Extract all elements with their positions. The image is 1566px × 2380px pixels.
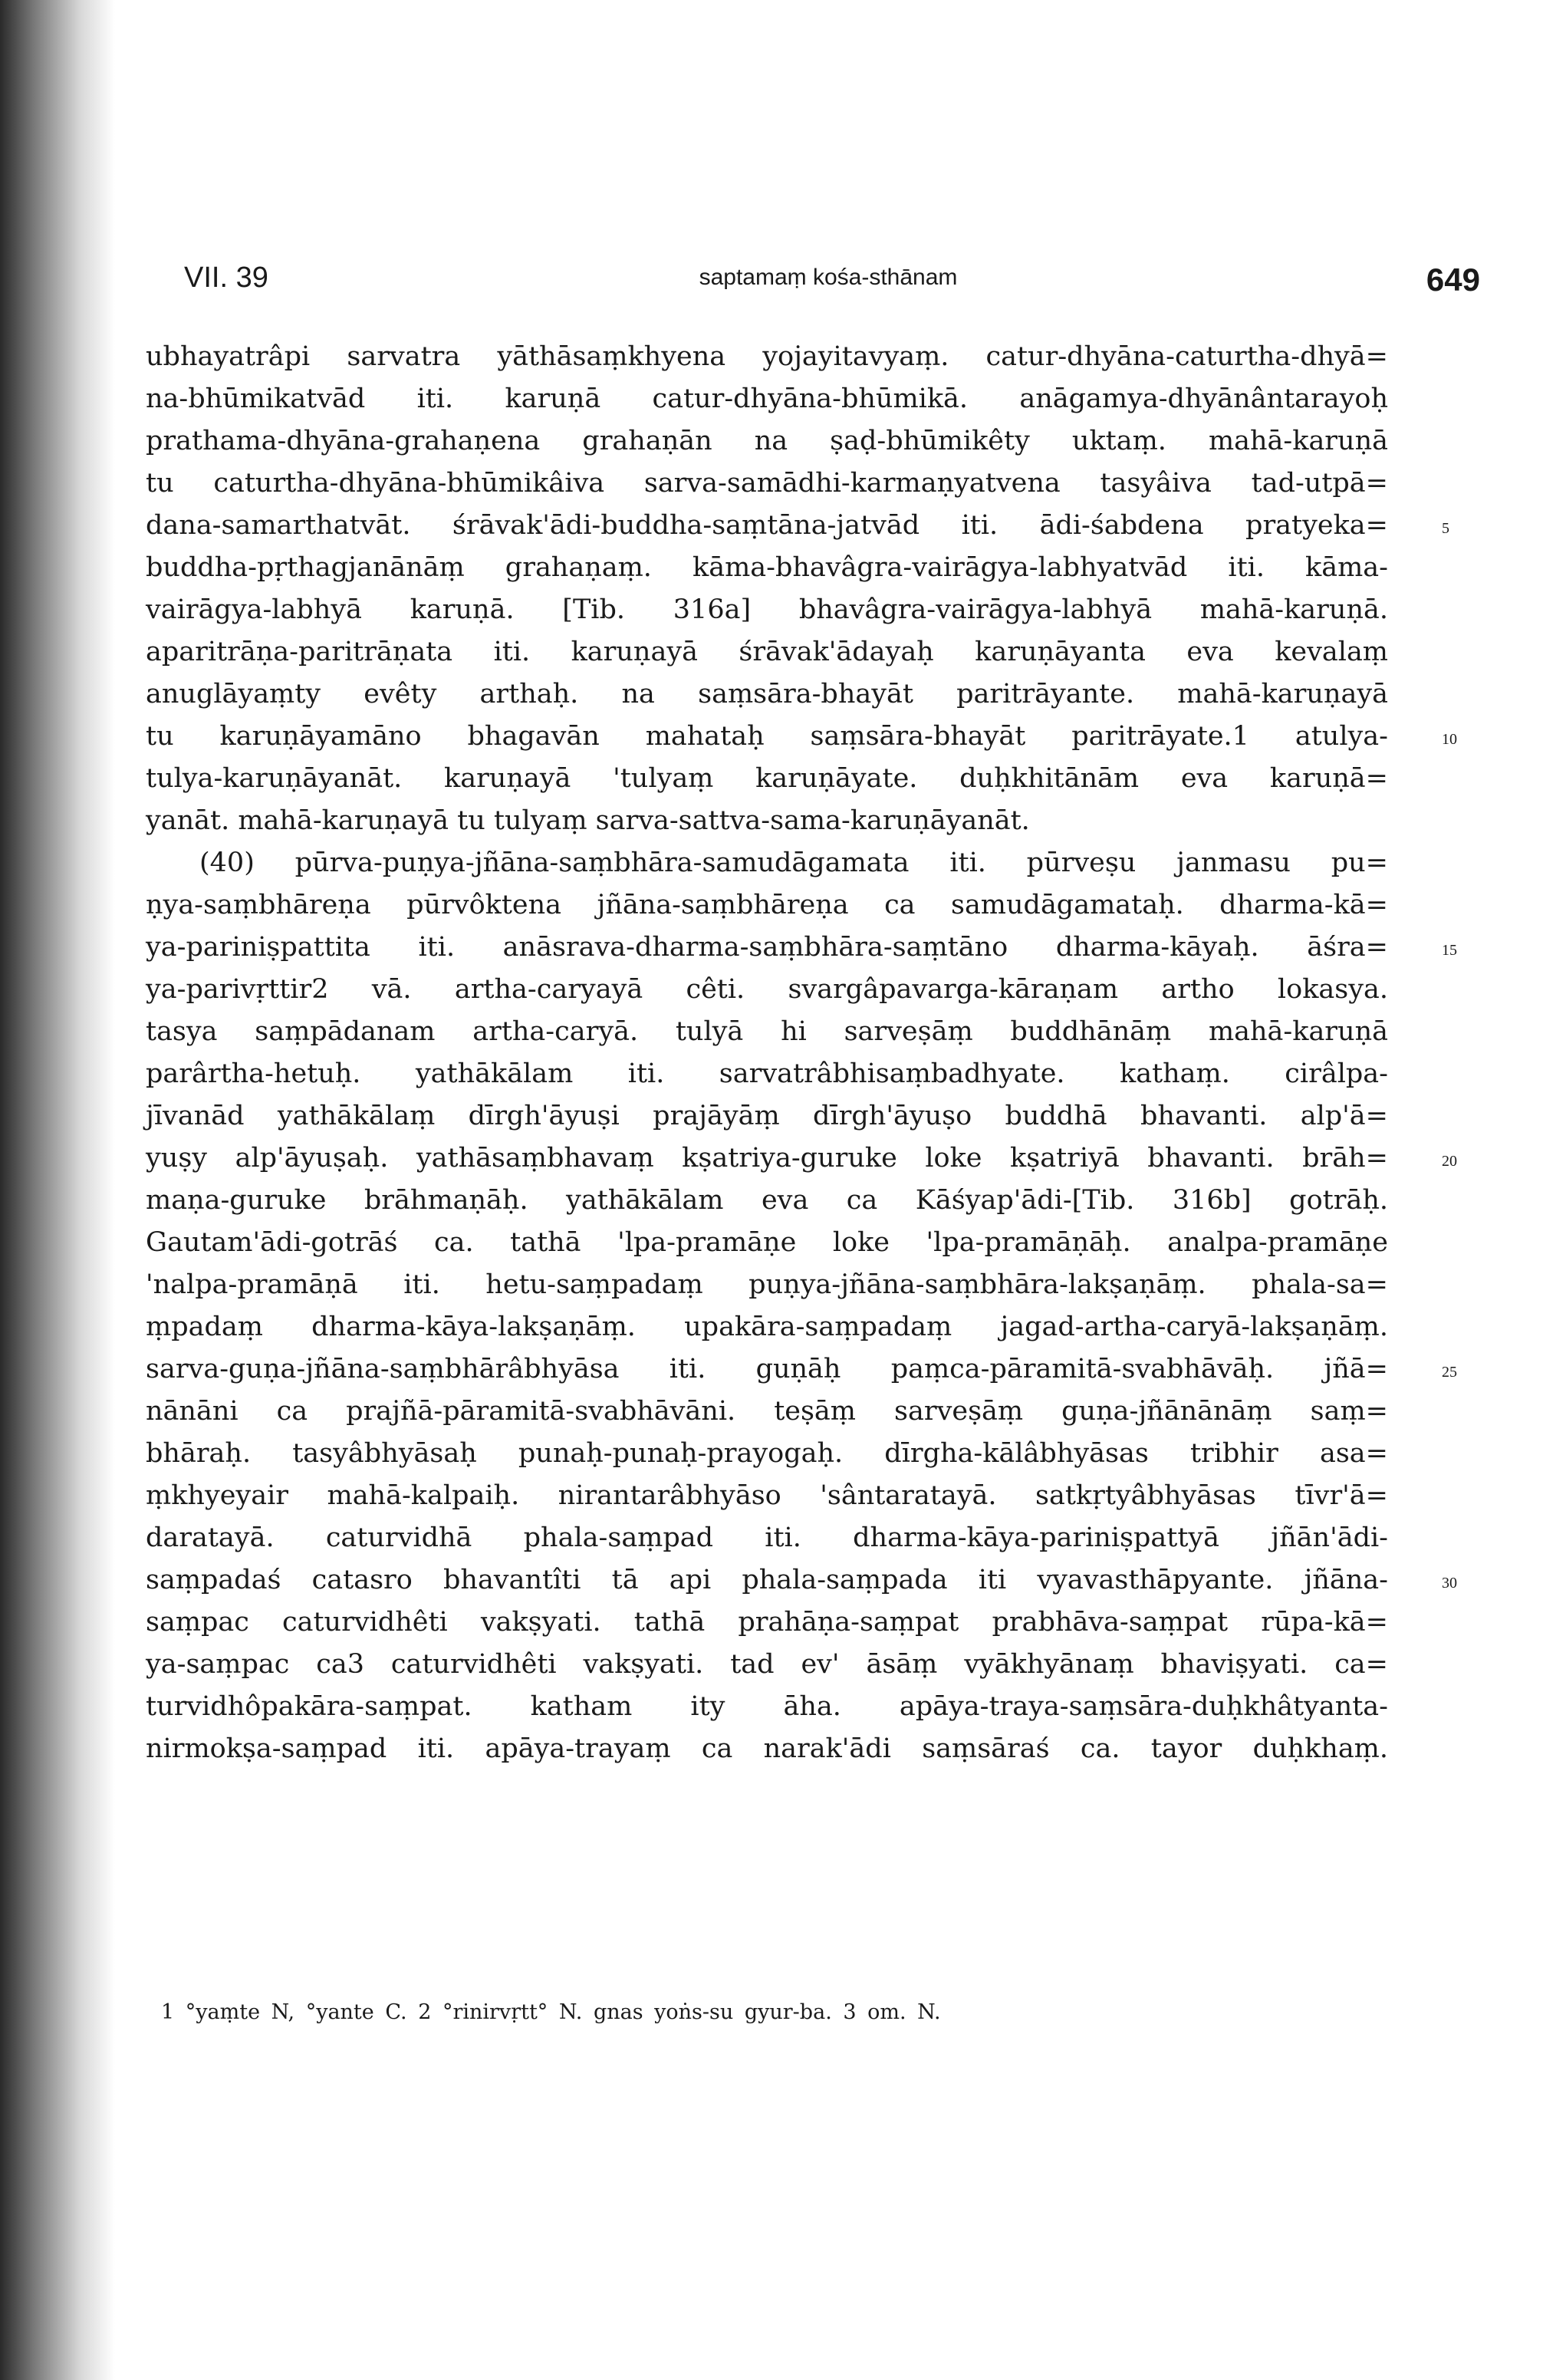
text-line (146, 1475, 1472, 1517)
text-line-content: parârtha-hetuḥ. yathākālam iti. sarvatrâbhisaṃbadhyate. kathaṃ. cirâlpa- (146, 1058, 1388, 1089)
text-line (146, 1728, 1472, 1770)
text-line (146, 927, 1472, 969)
text-line-content: bhāraḥ. tasyâbhyāsaḥ punaḥ-punaḥ-prayogaḥ. dīrgha-kālâbhyāsas tribhir asa= (146, 1438, 1388, 1469)
text-line (146, 716, 1472, 758)
text-line-content: tu karuṇāyamāno bhagavān mahataḥ saṃsāra-bhayāt paritrāyate.1 atulya- (146, 721, 1388, 752)
text-line-content: vairāgya-labhyā karuṇā. [Tib. 316a] bhavâgra-vairāgya-labhyā mahā-karuṇā. (146, 594, 1388, 625)
line-number: 5 (1442, 520, 1449, 537)
text-line-content: na-bhūmikatvād iti. karuṇā catur-dhyāna-bhūmikā. anāgamya-dhyānântarayoḥ (146, 383, 1388, 414)
text-line-content: Gautam'ādi-gotrāś ca. tathā 'lpa-pramāṇe loke 'lpa-pramāṇāḥ. analpa-pramāṇe (146, 1227, 1388, 1258)
text-line (146, 673, 1472, 716)
text-line-content: saṃpac caturvidhêti vakṣyati. tathā prahāṇa-saṃpat prabhāva-saṃpat rūpa-kā= (146, 1607, 1388, 1638)
text-line-content: nirmokṣa-saṃpad iti. apāya-trayaṃ ca narak'ādi saṃsāraś ca. tayor duḥkhaṃ. (146, 1733, 1388, 1764)
text-line-content: tulya-karuṇāyanāt. karuṇayā 'tulyaṃ karuṇāyate. duḥkhitānām eva karuṇā= (146, 763, 1388, 794)
text-line (146, 1264, 1472, 1306)
line-number: 20 (1442, 1153, 1457, 1170)
text-line-content: saṃpadaś catasro bhavantîti tā api phala-saṃpada iti vyavasthāpyante. jñāna- (146, 1565, 1388, 1595)
text-line-content: anuglāyaṃty evêty arthaḥ. na saṃsāra-bhayāt paritrāyante. mahā-karuṇayā (146, 679, 1388, 709)
text-line (146, 336, 1472, 378)
text-line (146, 1433, 1472, 1475)
text-line-content: ṃkhyeyair mahā-kalpaiḥ. nirantarâbhyāso 'sântaratayā. satkṛtyâbhyāsas tīvr'ā= (146, 1480, 1388, 1511)
footnotes: 1 °yaṃte N, °yante C. 2 °rinirvṛtt° N. gnas yoṅs-su gyur-ba. 3 om. N. (161, 2000, 941, 2024)
text-line (146, 1011, 1472, 1053)
text-line (146, 842, 1472, 884)
text-line (146, 1517, 1472, 1559)
text-line-content: tu caturtha-dhyāna-bhūmikâiva sarva-samādhi-karmaṇyatvena tasyâiva tad-utpā= (146, 468, 1388, 499)
line-number: 30 (1442, 1575, 1457, 1592)
text-line (146, 547, 1472, 589)
text-line-content: 'nalpa-pramāṇā iti. hetu-saṃpadaṃ puṇya-jñāna-saṃbhāra-lakṣaṇāṃ. phala-sa= (146, 1269, 1388, 1300)
text-line-content: ya-saṃpac ca3 caturvidhêti vakṣyati. tad ev' āsāṃ vyākhyānaṃ bhaviṣyati. ca= (146, 1649, 1388, 1680)
text-line (146, 420, 1472, 463)
text-line-content: tasya saṃpādanam artha-caryā. tulyā hi sarveṣāṃ buddhānāṃ mahā-karuṇā (146, 1016, 1388, 1047)
text-line-content: daratayā. caturvidhā phala-saṃpad iti. dharma-kāya-pariniṣpattyā jñān'ādi- (146, 1522, 1388, 1553)
text-line (146, 1137, 1472, 1180)
text-line-content: buddha-pṛthagjanānāṃ grahaṇaṃ. kāma-bhavâgra-vairāgya-labhyatvād iti. kāma- (146, 552, 1388, 583)
text-line-content: ṇya-saṃbhāreṇa pūrvôktena jñāna-saṃbhāreṇa ca samudāgamataḥ. dharma-kā= (146, 890, 1388, 920)
text-line-content: ya-pariniṣpattita iti. anāsrava-dharma-saṃbhāra-saṃtāno dharma-kāyaḥ. āśra= (146, 932, 1388, 963)
line-number: 25 (1442, 1364, 1457, 1381)
text-line (146, 1222, 1472, 1264)
text-line-content: dana-samarthatvāt. śrāvak'ādi-buddha-saṃtāna-jatvād iti. ādi-śabdena pratyeka= (146, 510, 1388, 541)
text-line (146, 1601, 1472, 1644)
text-line-content: yanāt. mahā-karuṇayā tu tulyaṃ sarva-sattva-sama-karuṇāyanāt. (146, 805, 1030, 836)
text-line (146, 378, 1472, 420)
text-line (146, 589, 1472, 631)
line-number: 10 (1442, 731, 1457, 748)
main-text (146, 336, 1472, 1770)
text-line-content: ṃpadaṃ dharma-kāya-lakṣaṇāṃ. upakāra-saṃpadaṃ jagad-artha-caryā-lakṣaṇāṃ. (146, 1312, 1388, 1342)
text-line-content: nānāni ca prajñā-pāramitā-svabhāvāni. teṣāṃ sarveṣāṃ guṇa-jñānānāṃ saṃ= (146, 1396, 1388, 1427)
text-line (146, 1644, 1472, 1686)
text-line (146, 1348, 1472, 1391)
text-line (146, 463, 1472, 505)
text-line-content: turvidhôpakāra-saṃpat. katham ity āha. apāya-traya-saṃsāra-duḥkhâtyanta- (146, 1691, 1388, 1722)
text-line (146, 505, 1472, 547)
text-line-content: jīvanād yathākālaṃ dīrgh'āyuṣi prajāyāṃ dīrgh'āyuṣo buddhā bhavanti. alp'ā= (146, 1101, 1388, 1131)
text-line (146, 969, 1472, 1011)
scan-gutter-shadow (0, 0, 115, 2380)
text-line (146, 800, 1472, 842)
text-line-content: yuṣy alp'āyuṣaḥ. yathāsaṃbhavaṃ kṣatriya-guruke loke kṣatriyā bhavanti. brāh= (146, 1143, 1388, 1174)
text-line (146, 1180, 1472, 1222)
text-line-content: prathama-dhyāna-grahaṇena grahaṇān na ṣaḍ-bhūmikêty uktaṃ. mahā-karuṇā (146, 426, 1388, 456)
text-line (146, 1053, 1472, 1095)
text-line-content: aparitrāṇa-paritrāṇata iti. karuṇayā śrāvak'ādayaḥ karuṇāyanta eva kevalaṃ (146, 637, 1388, 667)
page-header (184, 257, 1480, 303)
page-number: 649 (1426, 262, 1480, 298)
text-line-content: maṇa-guruke brāhmaṇāḥ. yathākālam eva ca Kāśyap'ādi-[Tib. 316b] gotrāḥ. (146, 1185, 1388, 1216)
text-line-content: (40) pūrva-puṇya-jñāna-saṃbhāra-samudāgamata iti. pūrveṣu janmasu pu= (199, 848, 1388, 878)
text-line (146, 1559, 1472, 1601)
text-line (146, 884, 1472, 927)
text-line (146, 1306, 1472, 1348)
text-line-content: sarva-guṇa-jñāna-saṃbhārâbhyāsa iti. guṇāḥ paṃca-pāramitā-svabhāvāḥ. jñā= (146, 1354, 1388, 1384)
text-line (146, 631, 1472, 673)
text-line-content: ubhayatrâpi sarvatra yāthāsaṃkhyena yojayitavyaṃ. catur-dhyāna-caturtha-dhyā= (146, 341, 1388, 372)
text-line (146, 1686, 1472, 1728)
running-title: saptamaṃ kośa-sthānam (699, 265, 958, 290)
text-line (146, 1391, 1472, 1433)
text-line (146, 758, 1472, 800)
text-line (146, 1095, 1472, 1137)
text-line-content: ya-parivṛttir2 vā. artha-caryayā cêti. svargâpavarga-kāraṇam artho lokasya. (146, 974, 1388, 1005)
line-number: 15 (1442, 942, 1457, 959)
section-reference: VII. 39 (184, 262, 268, 294)
